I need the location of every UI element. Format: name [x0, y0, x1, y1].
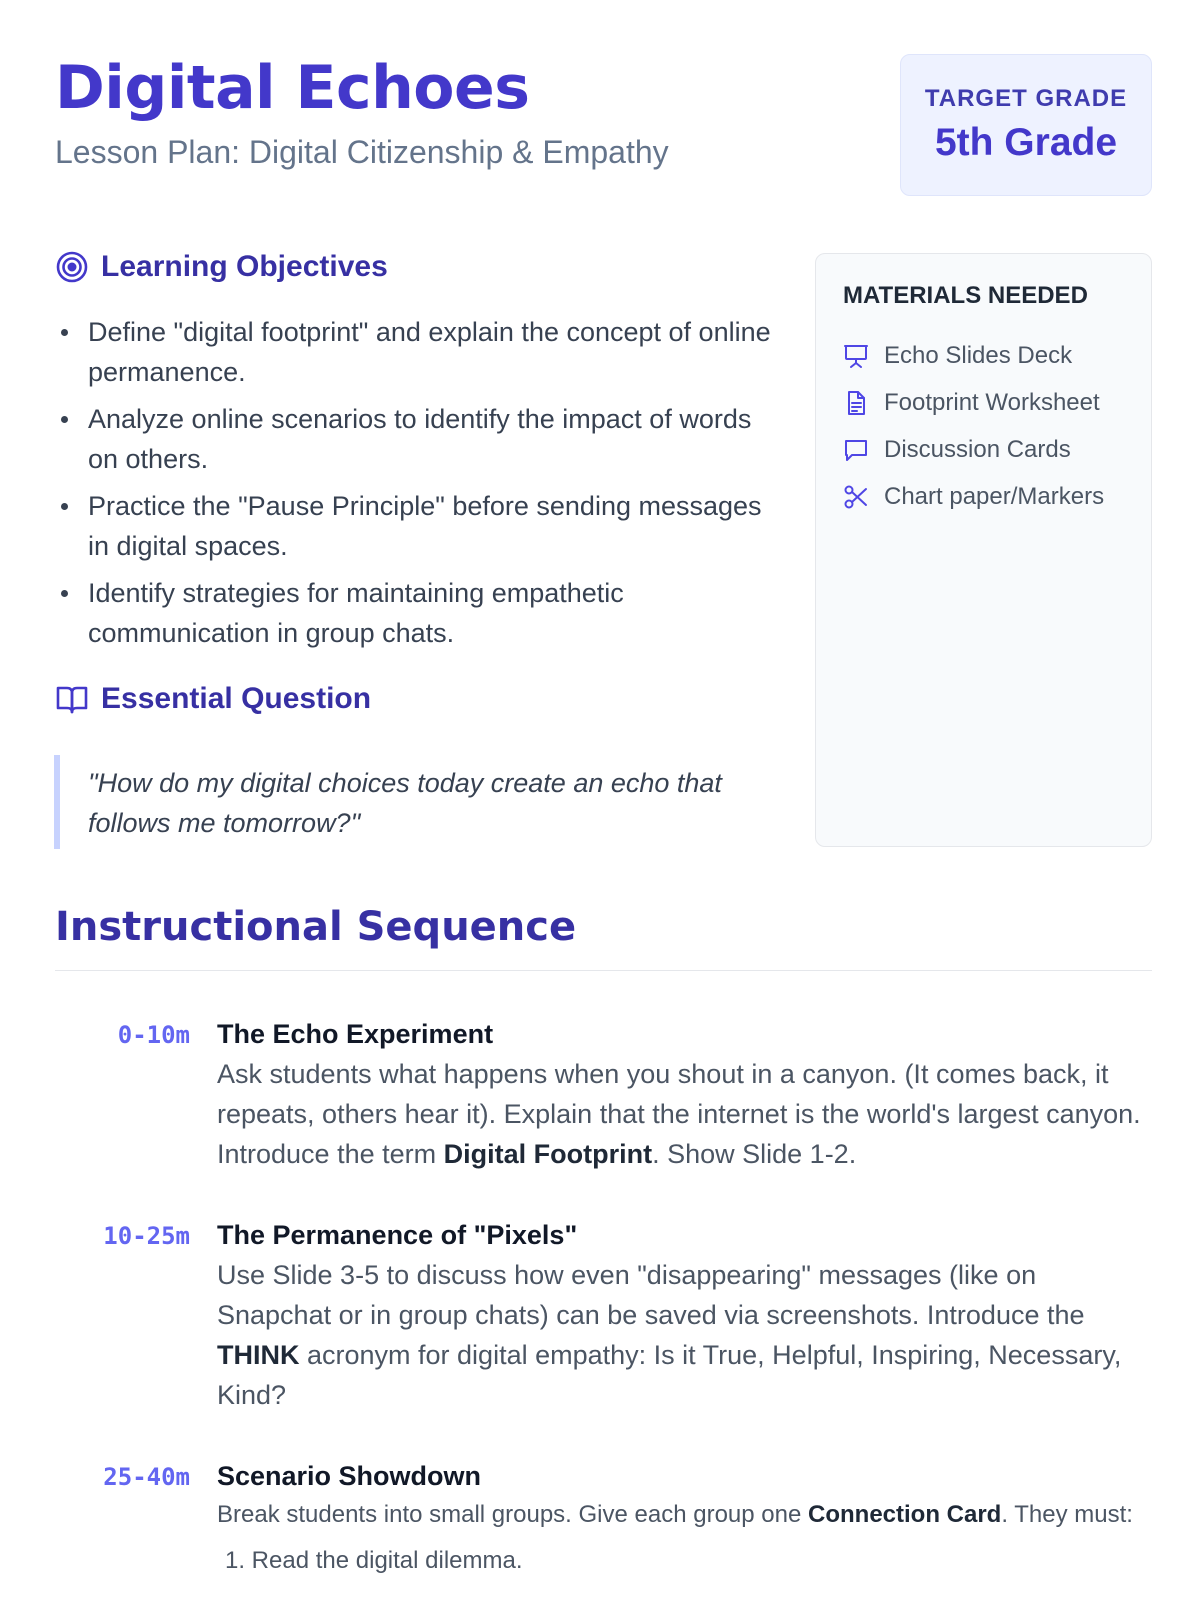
step-title: Scenario Showdown	[217, 1461, 482, 1491]
list-item: Analyze online scenarios to identify the impact of words on others.	[55, 399, 775, 479]
sequence-title: Instructional Sequence	[55, 904, 577, 950]
step-keyword: Digital Footprint	[443, 1139, 653, 1169]
essential-question-heading-label: Essential Question	[101, 682, 372, 715]
materials-item-label: Echo Slides Deck	[884, 341, 1073, 369]
materials-item	[843, 473, 1151, 520]
materials-item-label: Discussion Cards	[884, 435, 1071, 463]
target-grade-badge	[900, 54, 1152, 196]
step-body	[217, 1014, 1152, 1174]
list-item: 1. Read the digital dilemma.	[225, 1547, 523, 1574]
step-substeps	[217, 1544, 1152, 1578]
chat-bubble-icon	[843, 437, 869, 463]
step-body	[217, 1215, 1152, 1415]
sequence-divider	[55, 970, 1152, 971]
step-title: The Permanence of "Pixels"	[217, 1220, 578, 1250]
materials-item	[843, 379, 1151, 426]
step-time: 0-10m	[117, 1021, 190, 1049]
page-title: Digital Echoes	[55, 53, 530, 123]
step-description: Break students into small groups. Give each group one Connection Card. They must:	[217, 1501, 1133, 1528]
scissors-icon	[843, 484, 869, 510]
essential-question-quote: "How do my digital choices today create an echo that follows me tomorrow?"	[54, 755, 772, 849]
materials-item-label: Footprint Worksheet	[884, 388, 1100, 416]
presentation-icon	[843, 343, 869, 369]
essential-question-heading	[55, 682, 371, 716]
objectives-heading	[55, 250, 388, 284]
step-body	[217, 1456, 1152, 1578]
step-time: 25-40m	[103, 1463, 190, 1491]
step-title: The Echo Experiment	[217, 1019, 494, 1049]
step-time: 10-25m	[103, 1222, 190, 1250]
materials-title: MATERIALS NEEDED	[843, 282, 1088, 309]
materials-item	[843, 332, 1151, 379]
step-description: Use Slide 3-5 to discuss how even "disappearing" messages (like on Snapchat or in group chats) can be saved via screenshots. Introduce the THINK acronym for digital empathy: Is it True, Helpful, Inspiring, Necessary, Kind?	[217, 1260, 1122, 1410]
page-subtitle: Lesson Plan: Digital Citizenship & Empathy	[55, 134, 669, 170]
list-item: Practice the "Pause Principle" before sending messages in digital spaces.	[55, 486, 775, 566]
target-icon	[55, 250, 89, 284]
materials-item	[843, 426, 1151, 473]
target-grade-value: 5th Grade	[934, 121, 1118, 164]
step-keyword: Connection Card	[808, 1501, 1002, 1528]
objectives-heading-label: Learning Objectives	[101, 250, 388, 283]
list-item: Identify strategies for maintaining empathetic communication in group chats.	[55, 573, 775, 653]
objectives-list	[55, 312, 775, 660]
book-open-icon	[55, 682, 89, 716]
document-icon	[843, 390, 869, 416]
materials-item-label: Chart paper/Markers	[884, 482, 1105, 510]
step-keyword: THINK	[217, 1340, 300, 1370]
list-item: Define "digital footprint" and explain the concept of online permanence.	[55, 312, 775, 392]
materials-panel	[815, 253, 1152, 847]
target-grade-label: TARGET GRADE	[924, 85, 1128, 112]
step-description: Ask students what happens when you shout in a canyon. (It comes back, it repeats, others hear it). Explain that the internet is the world's largest canyon. Introduce the term Digital Footprint. Show Slide 1-2.	[217, 1059, 1141, 1169]
